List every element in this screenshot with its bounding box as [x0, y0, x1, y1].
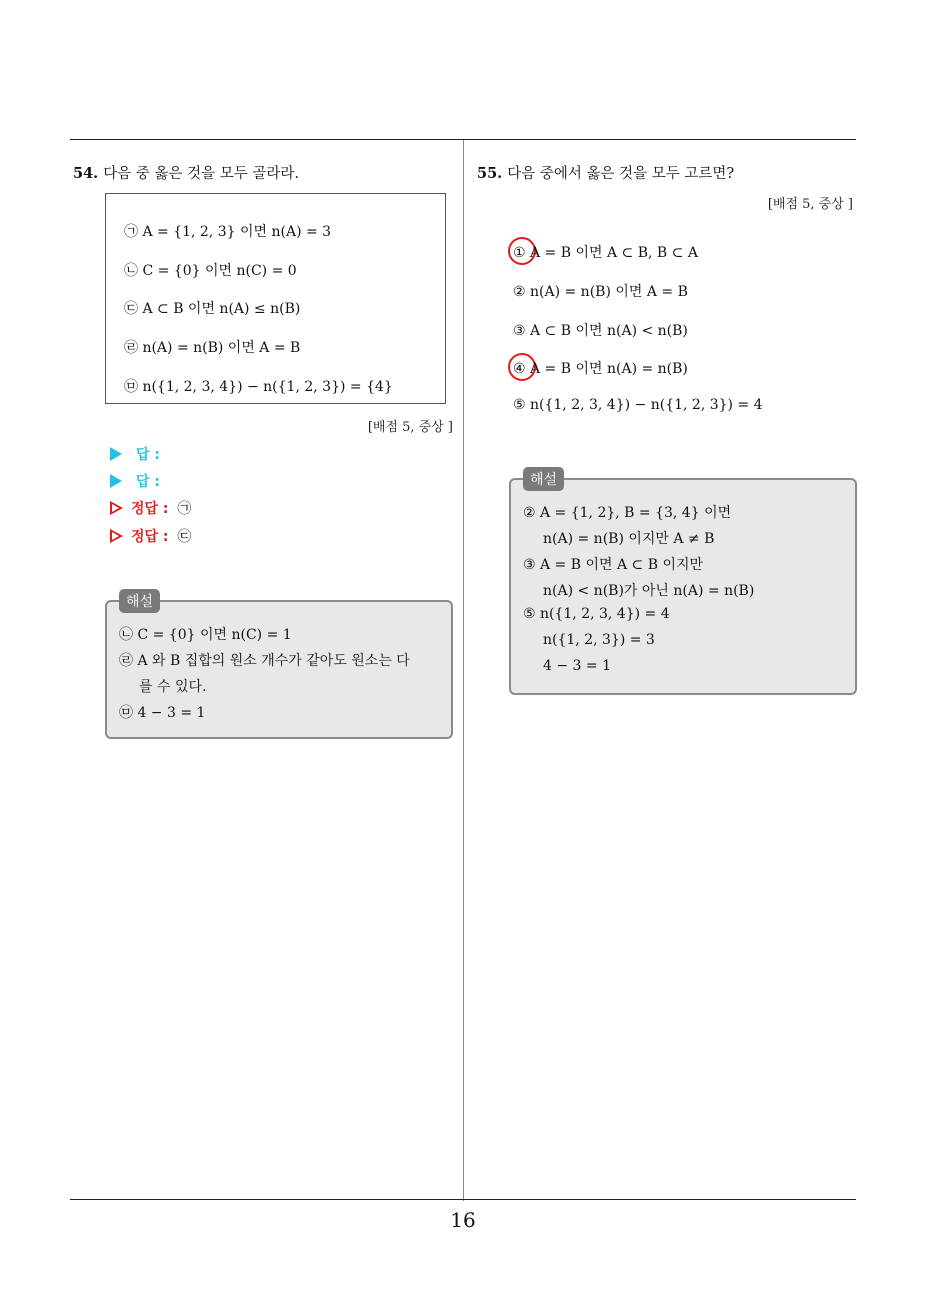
- q54-statement: ㉢ A ⊂ B 이면 n(A) ≤ n(B): [124, 301, 301, 317]
- answer-blank-1[interactable]: [110, 444, 160, 464]
- page-number: 16: [450, 1208, 476, 1232]
- solution-line: ㉤ 4 − 3 = 1: [119, 705, 206, 721]
- bottom-rule: [70, 1199, 856, 1200]
- q54-statement: ㉣ n(A) = n(B) 이면 A = B: [124, 340, 301, 356]
- solution-tag: 해설: [523, 467, 564, 491]
- q55-option-5[interactable]: ⑤ n({1, 2, 3, 4}) − n({1, 2, 3}) = 4: [513, 397, 763, 413]
- solution-line: 4 − 3 = 1: [543, 658, 611, 674]
- q54-question: 다음 중 옳은 것을 모두 골라라.: [103, 166, 299, 182]
- solution-tag: 해설: [119, 589, 160, 613]
- answer-blank-label: 답 :: [136, 447, 160, 463]
- q54-heading: [73, 164, 299, 184]
- correct-answer-2: [110, 526, 191, 546]
- answer-blank-2[interactable]: [110, 471, 160, 491]
- q54-statement: ㉤ n({1, 2, 3, 4}) − n({1, 2, 3}) = {4}: [124, 379, 393, 395]
- solution-line: ㉡ C = {0} 이면 n(C) = 1: [119, 627, 292, 643]
- q55-question: 다음 중에서 옳은 것을 모두 고르면?: [507, 166, 735, 182]
- q55-option-1[interactable]: ① A = B 이면 A ⊂ B, B ⊂ A: [513, 245, 698, 261]
- correct-answer-value: ㉢: [177, 529, 192, 545]
- q55-number: 55.: [477, 165, 503, 182]
- solution-line: n(A) = n(B) 이지만 A ≠ B: [543, 531, 715, 547]
- q54-score: [배점 5, 중상 ]: [367, 420, 453, 435]
- solution-line: 를 수 있다.: [139, 679, 207, 695]
- solution-line: n(A) < n(B)가 아닌 n(A) = n(B): [543, 583, 755, 599]
- q55-option-4[interactable]: ④ A = B 이면 n(A) = n(B): [513, 361, 688, 377]
- solution-line: ⑤ n({1, 2, 3, 4}) = 4: [523, 606, 670, 622]
- answer-blank-label: 답 :: [136, 474, 160, 490]
- q55-option-2[interactable]: ② n(A) = n(B) 이면 A = B: [513, 284, 688, 300]
- q54-solution-box: [105, 594, 453, 739]
- q55-score: [배점 5, 중상 ]: [767, 197, 853, 212]
- correct-answer-1: [110, 498, 191, 518]
- solution-line: ㉣ A 와 B 집합의 원소 개수가 같아도 원소는 다: [119, 653, 410, 669]
- solution-line: ③ A = B 이면 A ⊂ B 이지만: [523, 557, 704, 573]
- column-divider: [463, 140, 464, 1201]
- q54-statement: ㉠ A = {1, 2, 3} 이면 n(A) = 3: [124, 224, 332, 240]
- q55-heading: [477, 164, 734, 184]
- correct-answer-label: 정답 :: [131, 501, 169, 517]
- q54-statement: ㉡ C = {0} 이면 n(C) = 0: [124, 263, 297, 279]
- outline-triangle-icon: [110, 501, 123, 515]
- play-icon: [110, 447, 122, 461]
- q55-solution-box: [509, 472, 857, 695]
- outline-triangle-icon: [110, 529, 123, 543]
- q55-option-3[interactable]: ③ A ⊂ B 이면 n(A) < n(B): [513, 323, 688, 339]
- solution-line: n({1, 2, 3}) = 3: [543, 632, 655, 648]
- q54-number: 54.: [73, 165, 99, 182]
- correct-answer-value: ㉠: [177, 501, 192, 517]
- correct-answer-label: 정답 :: [131, 529, 169, 545]
- q54-statement-box: [105, 193, 446, 404]
- solution-line: ② A = {1, 2}, B = {3, 4} 이면: [523, 505, 732, 521]
- play-icon: [110, 474, 122, 488]
